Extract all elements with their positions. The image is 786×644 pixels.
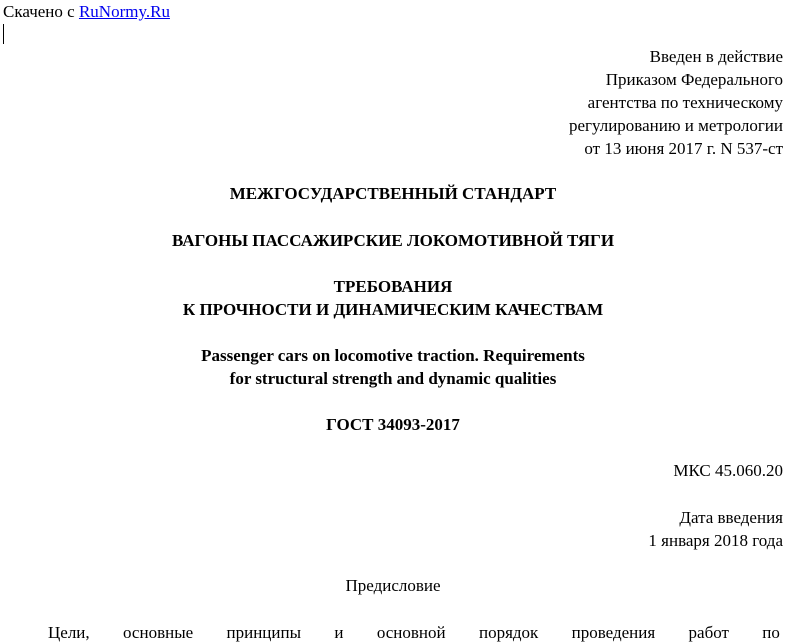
download-note-prefix: Скачено с	[3, 2, 79, 21]
word: принципы	[226, 623, 302, 642]
word: основные	[123, 623, 194, 642]
runormy-link[interactable]: RuNormy.Ru	[78, 2, 170, 21]
text-cursor	[3, 24, 4, 44]
word: Цели,	[48, 623, 90, 642]
document-title: ВАГОНЫ ПАССАЖИРСКИЕ ЛОКОМОТИВНОЙ ТЯГИ	[171, 231, 615, 250]
word: по	[762, 623, 780, 642]
enactment-line-3: агентства по техническому	[587, 93, 783, 112]
english-title-line-2: for structural strength and dynamic qualities	[229, 369, 557, 388]
subtitle-line-2: К ПРОЧНОСТИ И ДИНАМИЧЕСКИМ КАЧЕСТВАМ	[182, 300, 604, 319]
document-subtitle	[0, 275, 786, 321]
enactment-line-1: Введен в действие	[649, 47, 783, 66]
intro-date-value: 1 января 2018 года	[648, 531, 783, 550]
download-note	[3, 0, 170, 23]
word: проведения	[571, 623, 656, 642]
word: основной	[376, 623, 446, 642]
enactment-block	[569, 45, 783, 160]
subtitle-line-1: ТРЕБОВАНИЯ	[333, 277, 453, 296]
gost-code: ГОСТ 34093-2017	[326, 415, 460, 434]
mks-code: МКС 45.060.20	[673, 461, 783, 480]
preface-heading: Предисловие	[345, 576, 441, 595]
enactment-line-2: Приказом Федерального	[605, 70, 783, 89]
word: и	[334, 623, 344, 642]
enactment-line-5: от 13 июня 2017 г. N 537-ст	[584, 139, 783, 158]
english-title-line-1: Passenger cars on locomotive traction. Requirements	[201, 346, 585, 365]
enactment-line-4: регулированию и метрологии	[568, 116, 783, 135]
word: работ	[688, 623, 729, 642]
word: порядок	[478, 623, 539, 642]
intro-date-label: Дата введения	[679, 508, 783, 527]
standard-type-heading: МЕЖГОСУДАРСТВЕННЫЙ СТАНДАРТ	[229, 184, 557, 203]
intro-date-block	[648, 506, 783, 552]
english-title	[0, 344, 786, 390]
